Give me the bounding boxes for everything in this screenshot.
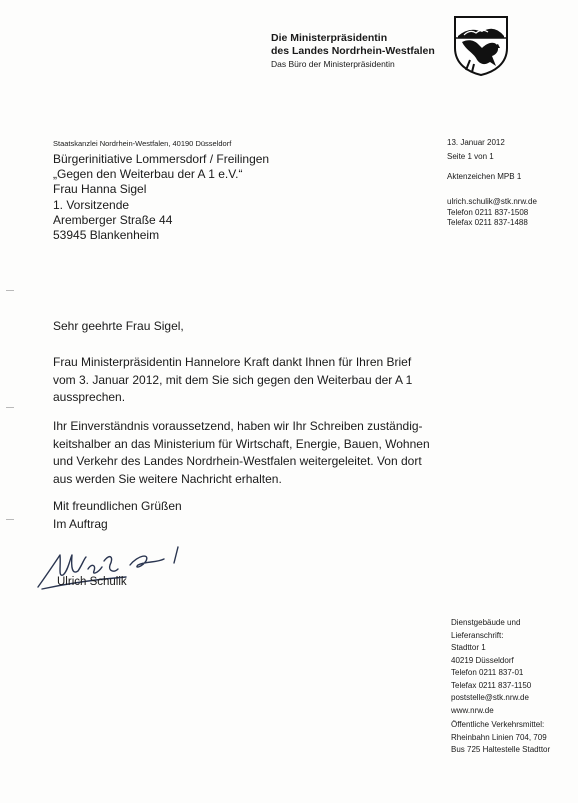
footer-line: Lieferanschrift: bbox=[451, 630, 504, 640]
paragraph-line: Frau Ministerpräsidentin Hannelore Kraft dankt Ihnen für Ihren Brief bbox=[53, 355, 412, 369]
footer-line: Öffentliche Verkehrsmittel: bbox=[451, 720, 545, 729]
contact-email[interactable]: ulrich.schulik@stk.nrw.de bbox=[447, 197, 537, 206]
letter-date: 13. Januar 2012 bbox=[447, 138, 505, 147]
closing-line: Mit freundlichen Grüßen bbox=[53, 499, 182, 513]
letterhead-title-line1: Die Ministerpräsidentin bbox=[271, 32, 388, 44]
page-count: Seite 1 von 1 bbox=[447, 152, 494, 161]
footer-line: Rheinbahn Linien 704, 709 bbox=[451, 732, 547, 742]
return-address: Staatskanzlei Nordrhein-Westfalen, 40190 Düsseldorf bbox=[53, 139, 232, 148]
footer-line: Stadttor 1 bbox=[451, 643, 486, 652]
letterhead-title bbox=[271, 32, 435, 58]
paragraph-2 bbox=[53, 418, 430, 488]
paragraph-line: aussprechen. bbox=[53, 390, 126, 404]
punch-mark bbox=[6, 407, 14, 408]
nrw-coat-of-arms-icon bbox=[452, 14, 510, 76]
recipient-line: „Gegen den Weiterbau der A 1 e.V.“ bbox=[53, 167, 243, 182]
reference-number: Aktenzeichen MPB 1 bbox=[447, 172, 522, 181]
fold-mark bbox=[6, 519, 14, 520]
paragraph-1 bbox=[53, 354, 412, 407]
letterhead-title-line2: des Landes Nordrhein-Westfalen bbox=[271, 45, 435, 57]
contact-block bbox=[447, 197, 537, 229]
footer-website[interactable]: www.nrw.de bbox=[451, 705, 494, 715]
fold-mark bbox=[6, 290, 14, 291]
recipient-address bbox=[53, 152, 269, 243]
signatory-name: Ulrich Schulik bbox=[57, 576, 127, 588]
recipient-line: Frau Hanna Sigel bbox=[53, 182, 147, 197]
recipient-line: Bürgerinitiative Lommersdorf / Freilingen bbox=[53, 152, 270, 166]
public-transport bbox=[451, 719, 550, 757]
footer-line: Telefax 0211 837-1150 bbox=[451, 680, 532, 690]
paragraph-line: und Verkehr des Landes Nordrhein-Westfalen weitergeleitet. Von dort bbox=[53, 454, 422, 468]
letterhead-subtitle: Das Büro der Ministerpräsidentin bbox=[271, 59, 395, 69]
footer-email[interactable]: poststelle@stk.nrw.de bbox=[451, 693, 529, 702]
recipient-line: 53945 Blankenheim bbox=[53, 228, 160, 243]
paragraph-line: aus werden Sie weitere Nachricht erhalten. bbox=[53, 471, 282, 486]
closing bbox=[53, 498, 182, 533]
recipient-line: 1. Vorsitzende bbox=[53, 197, 130, 212]
contact-fax: Telefax 0211 837-1488 bbox=[447, 218, 528, 227]
salutation: Sehr geehrte Frau Sigel, bbox=[53, 319, 184, 333]
contact-phone: Telefon 0211 837-1508 bbox=[447, 207, 529, 217]
recipient-line: Aremberger Straße 44 bbox=[53, 212, 173, 227]
footer-line: 40219 Düsseldorf bbox=[451, 655, 514, 665]
paragraph-line: vom 3. Januar 2012, mit dem Sie sich gegen den Weiterbau der A 1 bbox=[53, 372, 413, 387]
office-address bbox=[451, 617, 531, 717]
closing-line: Im Auftrag bbox=[53, 516, 108, 531]
paragraph-line: keitshalber an das Ministerium für Wirtschaft, Energie, Bauen, Wohnen bbox=[53, 436, 430, 451]
paragraph-line: Ihr Einverständnis voraussetzend, haben wir Ihr Schreiben zuständig- bbox=[53, 419, 423, 433]
footer-line: Telefon 0211 837-01 bbox=[451, 668, 524, 677]
footer-line: Dienstgebäude und bbox=[451, 618, 521, 627]
footer-line: Bus 725 Haltestelle Stadttor bbox=[451, 745, 551, 754]
